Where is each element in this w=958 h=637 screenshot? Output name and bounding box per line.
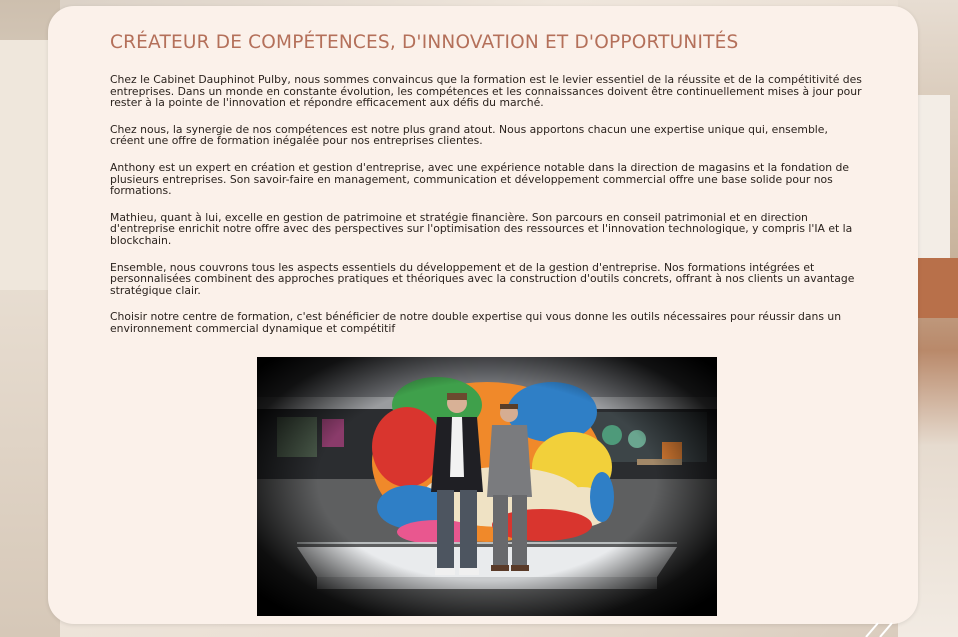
background-cushion (918, 258, 958, 318)
background-cabinet (0, 40, 50, 290)
paragraph-together: Ensemble, nous couvrons tous les aspects essentiels du développement et de la gestion d'entreprise. Nos formations intégrées et personnalisées combinent des approches pratiques et théoriques avec la construction d'outils concrets, offrant à nos clients un avantage stratégique clair. (110, 260, 855, 297)
body-text (110, 74, 862, 350)
content-card (48, 6, 918, 624)
founders-photo (257, 357, 717, 616)
paragraph-anthony: Anthony est un expert en création et gestion d'entreprise, avec une expérience notable dans la direction de magasins et la fondation de plusieurs entreprises. Son savoir-faire en management, communication et développement commercial offre une base solide pour nos formations. (110, 160, 850, 198)
paragraph-conclusion: Choisir notre centre de formation, c'est bénéficier de notre double expertise qui vous donne les outils nécessaires pour réussir dans un environnement commercial dynamique et compétitif (110, 310, 842, 335)
paragraph-mathieu: Mathieu, quant à lui, excelle en gestion de patrimoine et stratégie financière. Son parcours en conseil patrimonial et en direction d'entreprise enrichit notre offre avec des perspectives sur l'optimisation des ressources et l'innovation technologique, y compris l'IA et la blockchain. (110, 210, 853, 247)
paragraph-intro: Chez le Cabinet Dauphinot Pulby, nous sommes convaincus que la formation est le levier essentiel de la réussite et de la compétitivité des entreprises. Dans un monde en constante évolution, les compétences et les connaissances doivent être continuellement mises à jour pour rester à la pointe de l'innovation et répondre efficacement aux défis du marché. (110, 73, 862, 110)
founders-photo-illustration (257, 357, 717, 616)
decorative-lines (858, 617, 918, 637)
page-title: CRÉATEUR DE COMPÉTENCES, D'INNOVATION ET D'OPPORTUNITÉS (110, 32, 739, 53)
paragraph-synergy: Chez nous, la synergie de nos compétences est notre plus grand atout. Nous apportons chacun une expertise unique qui, ensemble, créent une offre de formation inégalée pour nos entreprises clientes. (110, 122, 828, 148)
